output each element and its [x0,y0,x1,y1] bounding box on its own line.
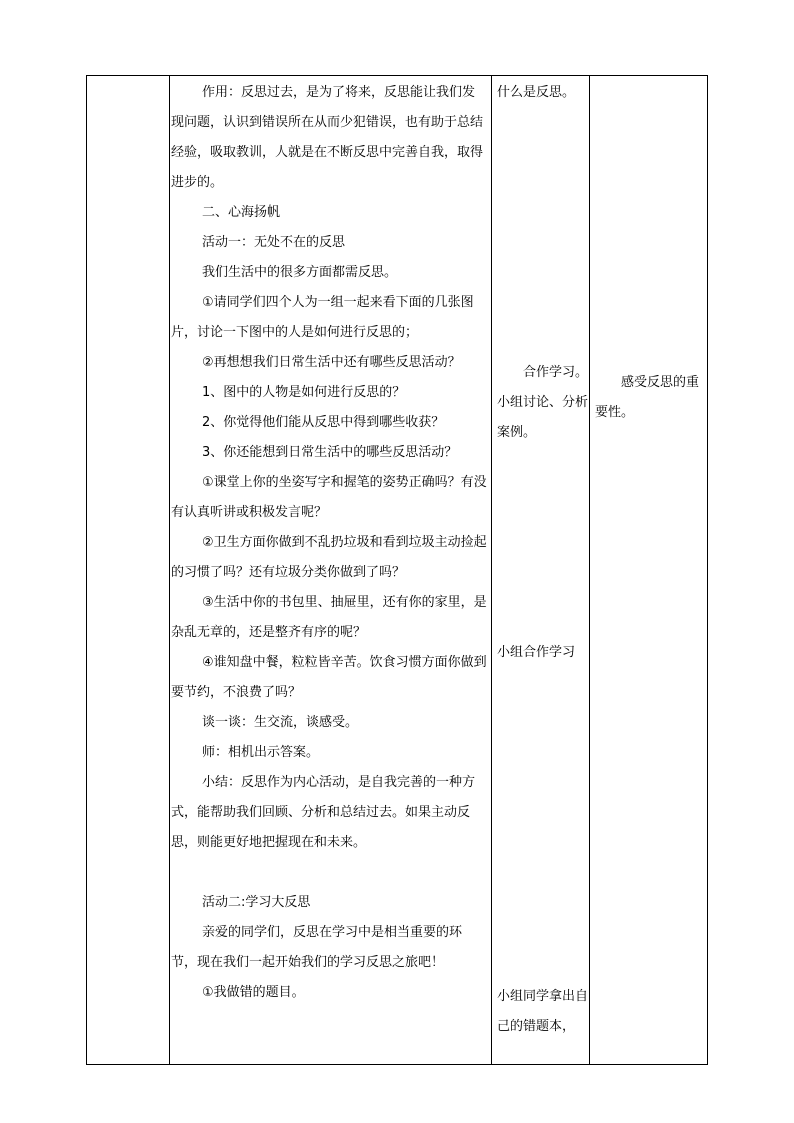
blank-line [171,858,487,888]
paragraph: 作用：反思过去，是为了将来，反思能让我们发现问题，认识到错误所在从而少犯错误，也有助于总结经验，吸取教训，人就是在不断反思中完善自我，取得进步的。 [171,85,484,190]
paragraph: ①请同学们四个人为一组一起来看下面的几张图片，讨论一下图中的人是如何进行反思的； [171,295,474,340]
activity-heading: 活动二:学习大反思 [202,895,311,910]
method-group-mistakes: 小组同学拿出自己的错题本， [497,989,589,1034]
column-divider [169,76,170,1064]
paragraph: ③生活中你的书包里、抽屉里，还有你的家里，是杂乱无章的，还是整齐有序的呢？ [171,595,487,640]
method-group-discussion: 小组讨论、分析案例。 [497,395,589,440]
lesson-table [86,75,708,1065]
column-divider [491,76,492,1064]
paragraph: ①我做错的题目。 [202,985,305,1000]
paragraph: ②卫生方面你做到不乱扔垃圾和看到垃圾主动捡起的习惯了吗？还有垃圾分类你做到了吗？ [171,535,487,580]
method-group-cooperation: 小组合作学习 [497,645,576,660]
section-heading: 二、心海扬帆 [202,205,281,220]
paragraph: ④谁知盘中餐，粒粒皆辛苦。饮食习惯方面你做到要节约，不浪费了吗？ [171,655,487,700]
paragraph: ②再想想我们日常生活中还有哪些反思活动？ [202,355,461,370]
design-intent-column [595,76,703,1064]
teaching-process-column [171,78,487,1008]
question-item: 1、图中的人物是如何进行反思的？ [202,385,406,400]
question-item: 3、你还能想到日常生活中的哪些反思活动？ [202,445,458,460]
question-item: 2、你觉得他们能从反思中得到哪些收获？ [202,415,445,430]
paragraph: 我们生活中的很多方面都需反思。 [202,265,398,280]
learning-method-column [497,76,587,1064]
method-cooperative-learning: 合作学习。 [523,365,589,380]
paragraph: ①课堂上你的坐姿写字和握笔的姿势正确吗？有没有认真听讲或积极发言呢？ [171,475,487,520]
paragraph: 谈一谈：生交流，谈感受。 [202,715,359,730]
goal-feel-importance: 感受反思的重要性。 [595,375,700,420]
paragraph: 师：相机出示答案。 [202,745,320,760]
paragraph: 亲爱的同学们，反思在学习中是相当重要的环节，现在我们一起开始我们的学习反思之旅吧！ [171,925,463,970]
activity-heading: 活动一：无处不在的反思 [202,235,346,250]
summary-paragraph: 小结：反思作为内心活动，是自我完善的一种方式，能帮助我们回顾、分析和总结过去。如果主动反思，则能更好地把握现在和未来。 [171,775,476,850]
column-divider [589,76,590,1064]
method-what-is-reflection: 什么是反思。 [497,85,576,100]
